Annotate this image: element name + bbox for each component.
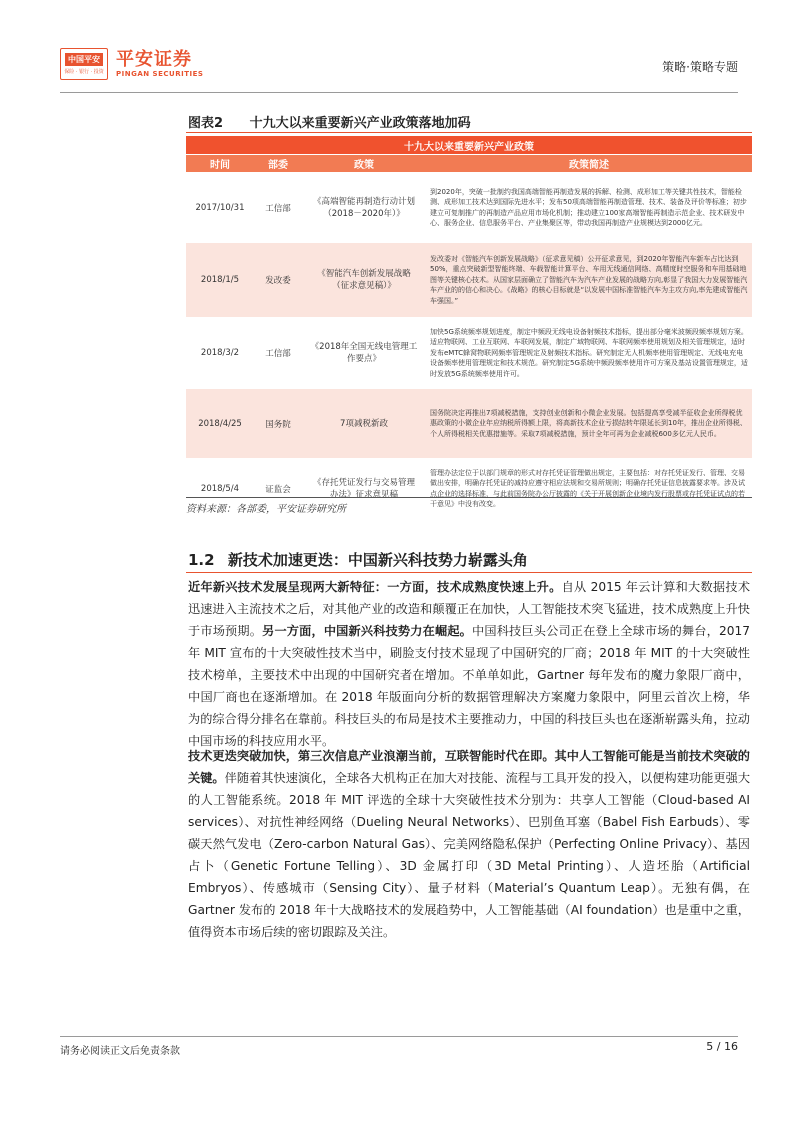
column-header-summary: 政策简述 [426, 155, 752, 173]
body-paragraph [188, 576, 750, 752]
row-summary: 国务院决定再推出7项减税措施，支持创业创新和小微企业发展。包括提高享受减半征收企业所得税优惠政策的小微企业年应纳税所得额上限，将高新技术企业亏损结转年限延长到10年，推出企业所得税、个人所得税相关优惠措施等。采取7项减税措施，预计全年可再为企业减税600多亿元人民币。 [426, 389, 752, 458]
column-header-policy: 政策 [302, 155, 426, 173]
header-divider [60, 92, 738, 93]
row-date: 2018/4/25 [186, 389, 254, 458]
row-dept: 工信部 [254, 172, 302, 243]
table-row [186, 172, 752, 243]
row-summary: 发改委对《智能汽车创新发展战略》（征求意见稿）公开征求意见，到2020年智能汽车新车占比达到50%，重点突破新型智能终端、车载智能计算平台、车用无线通信网络、高精度时空服务和车用基础地图等关键核心技术。从国家层面确立了智能汽车为汽车产业发展的战略方向,彰显了我国大力发展智能汽车产业的的信心和决心。《战略》的核心目标就是“以发展中国标准智能汽车为主攻方向,率先建成智能汽车强国。” [426, 243, 752, 317]
ping-an-group-logo-icon [60, 48, 108, 80]
paragraph-emphasis: 另一方面，中国新兴科技势力在崛起。 [262, 624, 473, 638]
row-date: 2017/10/31 [186, 172, 254, 243]
logo-box-bottom-text: 保险 · 银行 · 投资 [64, 69, 104, 75]
row-policy: 《高端智能再制造行动计划（2018－2020年）》 [302, 172, 426, 243]
row-summary: 加快5G系统频率规划进度，制定中频段无线电设备射频技术指标，提出部分毫米波频段频率规划方案。适应物联网、工业互联网、车联网发展，制定广域物联网、车联网频率使用规划及相关管理规定，适时发布eMTC蜂窝物联网频率管理规定及射频技术指标。研究制定无人机频率使用管理规定、无线电充电设备频率使用管理规定和技术规范。研究制定5G系统中频段频率使用许可方案及基站设置管理规定，适时发放5G系统频率使用许可。 [426, 317, 752, 389]
row-dept: 国务院 [254, 389, 302, 458]
section-rule [186, 572, 752, 573]
page-header [60, 48, 738, 90]
pingan-logo [60, 48, 203, 80]
logo-wordmark [116, 50, 203, 78]
row-summary: 到2020年，突破一批制约我国高端智能再制造发展的拆解、检测、成形加工等关键共性技术，智能检测、成形加工技术达到国际先进水平；发布50项高端智能再制造管理、技术、装备及评价等标准；初步建立可复制推广的再制造产品应用市场化机制；推动建立100家高端智能再制造示范企业、技术研发中心、服务企业、信息服务平台、产业集聚区等，带动我国再制造产业规模达到2000亿元。 [426, 172, 752, 243]
paragraph-text: 中国科技巨头公司正在登上全球市场的舞台，2017 年 MIT 宣布的十大突破性技术当中，刷脸支付技术显现了中国研究的厂商；2018 年 MIT 的十大突破性技术榜单，主要技术中出现的中国研究者在增加。不单单如此，Gartner 每年发布的魔力象限厂商中，中国厂商也在逐渐增加。在 2018 年版面向分析的数据管理解决方案魔力象限中，阿里云首次上榜，华为的综合得分排名在靠前。科技巨头的布局是技术主要推动力，中国的科技巨头也在逐渐崭露头角，拉动中国市场的科技应用水平。 [188, 624, 750, 748]
row-dept: 证监会 [254, 458, 302, 519]
row-date: 2018/1/5 [186, 243, 254, 317]
logo-english-name: PINGAN SECURITIES [116, 70, 204, 78]
page-number: 5 / 16 [706, 1040, 738, 1053]
section-number: 1.2 [188, 551, 215, 569]
row-policy: 《2018年全国无线电管理工作要点》 [302, 317, 426, 389]
column-header-dept: 部委 [254, 155, 302, 173]
table-row [186, 389, 752, 458]
table-title: 十九大以来重要新兴产业政策 [186, 136, 752, 155]
paragraph-lead: 技术更迭突破加快，第三次信息产业浪潮当前，互联智能时代在即。其中人工智能可能是当前技术突破的关键。 [188, 749, 750, 785]
paragraph-text: 伴随着其快速演化，全球各大机构正在加大对技能、流程与工具开发的投入，以便构建功能更强大的人工智能系统。2018 年 MIT 评选的全球十大突破性技术分别为：共享人工智能（Cloud-based AI services）、对抗性神经网络（Dueling Neural Networks）、巴别鱼耳塞（Babel Fish Earbuds）、零碳天然气发电（Zero-carbon Natural Gas）、完美网络隐私保护（Perfecting Online Privacy）、基因占卜（Genetic Fortune Telling）、3D 金属打印（3D Metal Printing）、人造坯胎（Artificial Embryos）、传感城市（Sensing City）、量子材料（Material’s Quantum Leap）。无独有偶，在 Gartner 发布的 2018 年十大战略技术的发展趋势中，人工智能基础（AI foundation）也是重中之重，值得资本市场后续的密切跟踪及关注。 [188, 771, 751, 939]
table-source-note: 资料来源：各部委，平安证券研究所 [186, 497, 752, 515]
figure-caption [188, 112, 471, 131]
figure-title: 十九大以来重要新兴产业政策落地加码 [249, 116, 471, 131]
table-row [186, 243, 752, 317]
footer-disclaimer: 请务必阅读正文后免责条款 [60, 1046, 180, 1057]
section-title: 新技术加速更迭：中国新兴科技势力崭露头角 [227, 551, 528, 569]
report-category: 策略·策略专题 [662, 60, 738, 74]
row-policy: 《存托凭证发行与交易管理办法》征求意见稿 [302, 458, 426, 519]
figure-rule [186, 132, 752, 133]
paragraph-text: 自从 2015 年云计算和大数据技术迅速进入主流技术之后，对其他产业的改造和颠覆正在加快，人工智能技术突飞猛进，技术成熟度上升快于市场预期。 [188, 580, 751, 638]
row-dept: 工信部 [254, 317, 302, 389]
footer-divider [60, 1036, 738, 1037]
row-policy: 7项减税新政 [302, 389, 426, 458]
row-date: 2018/3/2 [186, 317, 254, 389]
row-dept: 发改委 [254, 243, 302, 317]
paragraph-lead: 近年新兴技术发展呈现两大新特征：一方面，技术成熟度快速上升。 [188, 580, 562, 594]
policy-table [186, 136, 752, 519]
figure-number: 图表2 [188, 116, 224, 131]
table-row [186, 317, 752, 389]
column-header-date: 时间 [186, 155, 254, 173]
body-paragraph [188, 745, 750, 943]
logo-chinese-name: 平安证券 [116, 49, 192, 70]
logo-box-top-text: 中国平安 [65, 53, 103, 66]
row-date: 2018/5/4 [186, 458, 254, 519]
section-heading [188, 549, 528, 570]
row-policy: 《智能汽车创新发展战略（征求意见稿）》 [302, 243, 426, 317]
row-summary: 管理办法定位于以部门规章的形式对存托凭证管理做出规定，主要包括：对存托凭证发行、管理、交易做出安排，明确存托凭证的减持应遵守相应法规和交易所规则；明确存托凭证信息披露要求等。涉及试点企业的选择标准，与此前国务院办公厅披露的《关于开展创新企业境内发行股票或存托凭证试点的若干意见》中没有改变。 [426, 458, 752, 519]
